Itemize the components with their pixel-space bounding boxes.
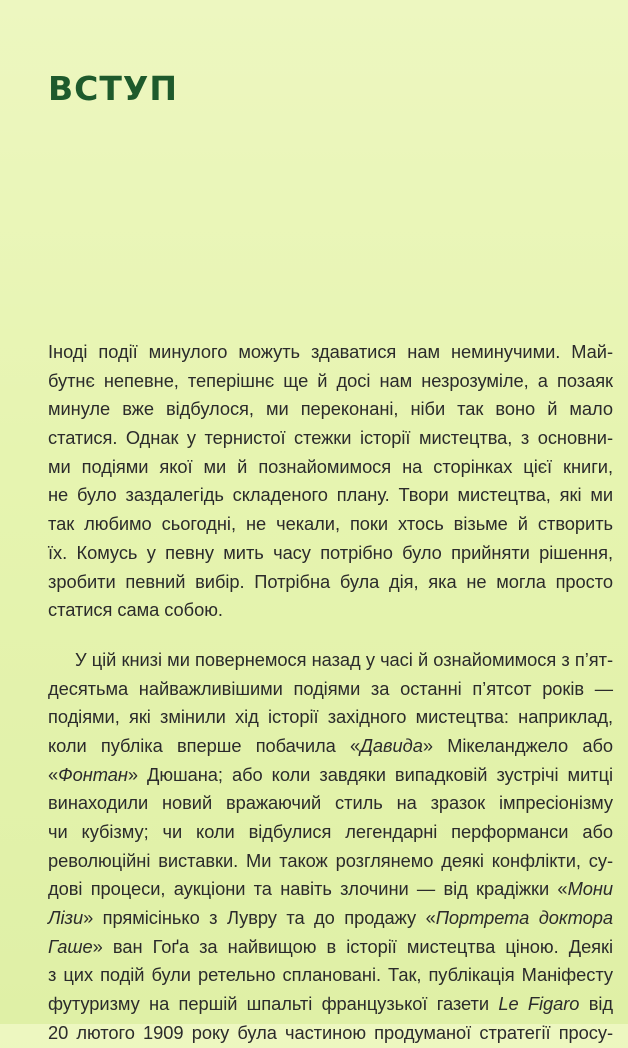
- artwork-title-fountain: Фонтан: [58, 763, 128, 785]
- text-line: винаходили новий вражаючий стиль на зразок імпресіонізму: [48, 792, 613, 814]
- chapter-title: ВСТУП: [48, 69, 178, 108]
- text-line: дові процеси, аукціони та навіть злочини — від крадіжки «Мони: [48, 878, 613, 900]
- artwork-title-gachet-cont: Гаше: [48, 935, 93, 957]
- text-line: статися сама собою.: [48, 599, 223, 621]
- text-line: не було заздалегідь складеного плану. Твори мистецтва, які ми: [48, 484, 613, 506]
- artwork-title-gachet: Портрета доктора: [435, 907, 613, 929]
- paragraph-1: [48, 338, 613, 625]
- text-line: десятьма найважливішими подіями за останні п’ятсот років —: [48, 677, 613, 699]
- text-line: коли публіка вперше побачила «Давида» Мікеланджело або: [48, 734, 613, 756]
- text-line: подіями, які змінили хід історії західного мистецтва: наприклад,: [48, 706, 613, 728]
- text-line: зробити певний вибір. Потрібна була дія, яка не могла просто: [48, 570, 613, 592]
- body-text: [48, 338, 613, 1048]
- text-line: з цих подій були ретельно сплановані. Так, публікація Маніфесту: [48, 964, 613, 986]
- text-line: бутнє непевне, теперішнє ще й досі нам незрозуміле, а позаяк: [48, 369, 613, 391]
- text-line: революційні виставки. Ми також розглянемо деякі конфлікти, су-: [48, 849, 613, 871]
- text-line: Гаше» ван Гоґа за найвищою в історії мистецтва ціною. Деякі: [48, 935, 613, 957]
- artwork-title-mona-lisa-cont: Лізи: [48, 907, 84, 929]
- text-line: Іноді події минулого можуть здаватися нам неминучими. Май-: [48, 341, 613, 362]
- text-line: чи кубізму; чи коли відбулися легендарні перформанси або: [48, 821, 613, 842]
- paragraph-2: [48, 646, 613, 1048]
- artwork-title-mona-lisa: Мони: [567, 878, 613, 900]
- text-line: «Фонтан» Дюшана; або коли завдяки випадковій зустрічі митці: [48, 763, 613, 785]
- text-line: Лізи» прямісінько з Лувру та до продажу «Портрета доктора: [48, 907, 613, 929]
- newspaper-title: Le Figaro: [498, 993, 580, 1015]
- text-line: У цій книзі ми повернемося назад у часі й ознайомимося з п’ят-: [75, 648, 613, 670]
- text-line: футуризму на першій шпальті французької газети Le Figaro від: [48, 993, 613, 1015]
- text-line: статися. Однак у тернистої стежки історії мистецтва, з основни-: [48, 427, 613, 449]
- text-line: так любимо сьогодні, не чекали, поки хтось візьме й створить: [48, 513, 613, 535]
- text-line: їх. Комусь у певну мить часу потрібно було прийняти рішення,: [48, 541, 613, 563]
- text-line: ми подіями якої ми й познайомимося на сторінках цієї книги,: [48, 455, 613, 477]
- artwork-title-david: Давида: [360, 734, 423, 756]
- text-line: 20 лютого 1909 року була частиною продуманої стратегії просу-: [48, 1021, 613, 1043]
- text-line: минуле вже відбулося, ми переконані, ніби так воно й мало: [48, 398, 613, 420]
